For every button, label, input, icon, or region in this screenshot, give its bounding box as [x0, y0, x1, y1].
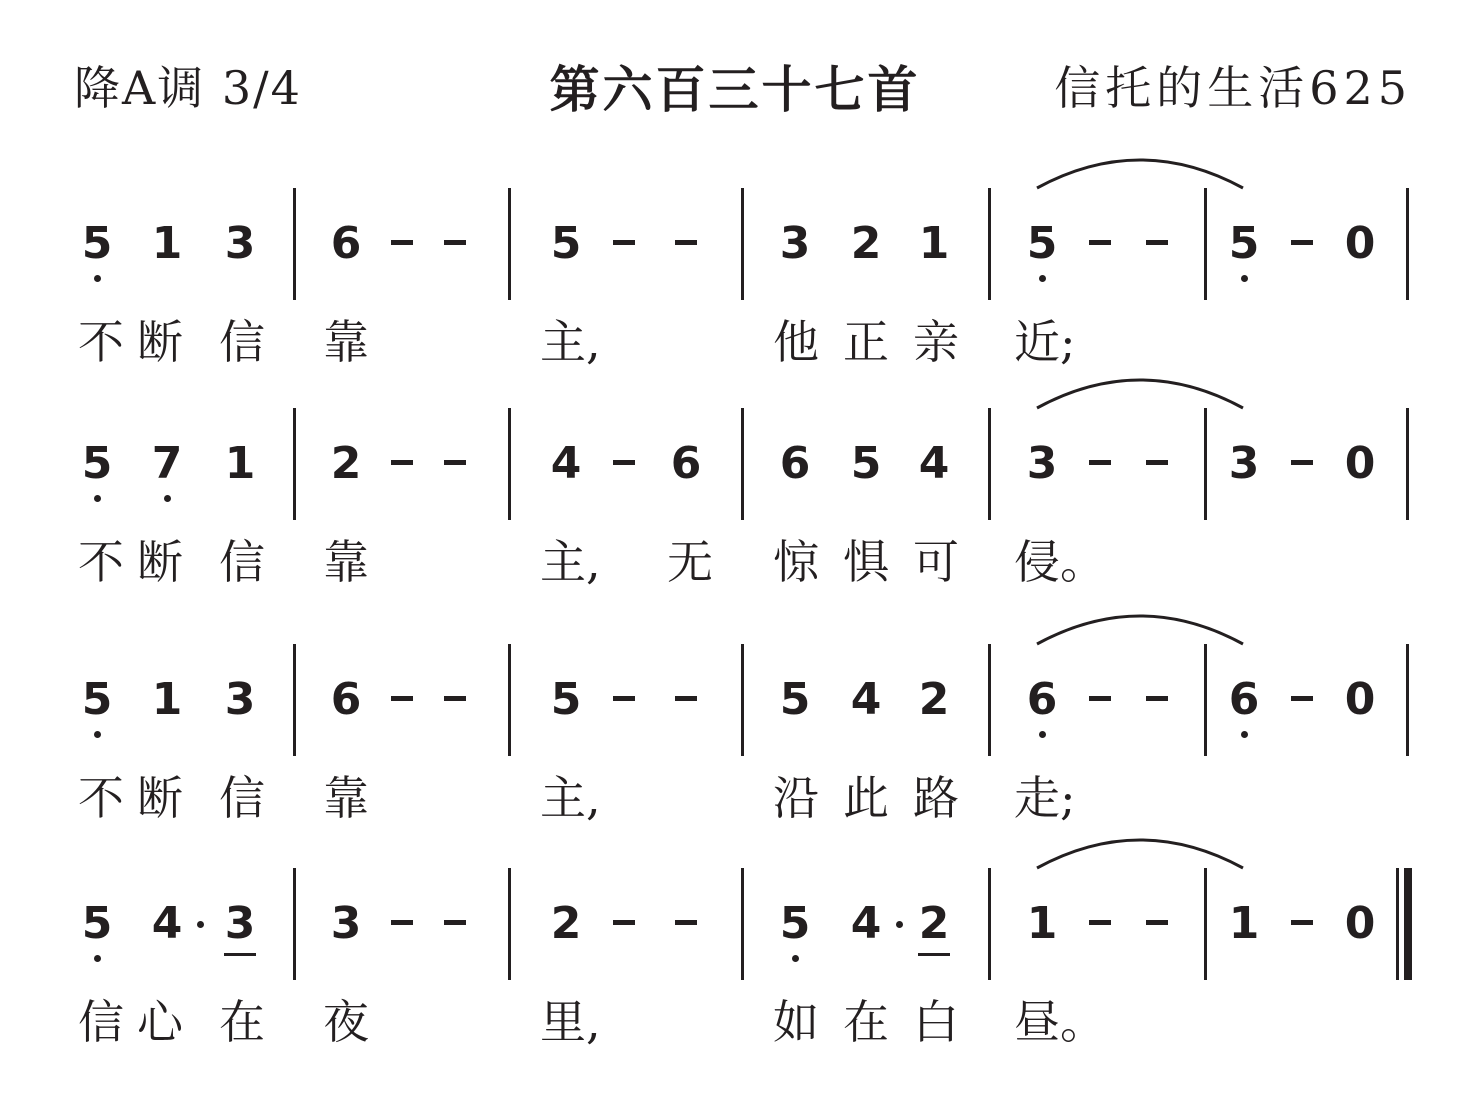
note: 3 [220, 898, 260, 950]
note: 5 [1224, 218, 1264, 270]
staff-line-2 [0, 408, 1470, 638]
note: 6 [330, 674, 362, 725]
note: 0 [1344, 218, 1376, 269]
sustain-dash [613, 240, 635, 245]
lyric-char: 近; [1014, 315, 1076, 369]
note: 7 [147, 438, 187, 490]
lyric-char: 断 [137, 315, 183, 369]
note: 2 [918, 674, 950, 725]
barline [1406, 188, 1409, 300]
lyric-char: 心 [137, 995, 183, 1049]
sustain-dash [391, 460, 413, 465]
lyric-char: 白 [913, 995, 959, 1049]
sustain-dash [675, 920, 697, 925]
note: 6 [1022, 674, 1062, 726]
lyric-char: 靠 [323, 535, 369, 589]
note: 4 [151, 898, 183, 949]
barline [293, 408, 296, 520]
note: 5 [550, 218, 582, 269]
sustain-dash [1291, 696, 1313, 701]
note: 3 [779, 218, 811, 269]
lyric-char: 不 [78, 315, 124, 369]
sustain-dash [444, 696, 466, 701]
tie-arc [1035, 152, 1245, 192]
sustain-dash [444, 240, 466, 245]
lower-octave-dot [792, 955, 799, 962]
sustain-dash [391, 696, 413, 701]
barline [508, 868, 511, 980]
sustain-dash [1089, 460, 1111, 465]
note: 6 [1224, 674, 1264, 726]
lower-octave-dot [1241, 731, 1248, 738]
note: 6 [670, 438, 702, 489]
note: 4 [550, 438, 582, 489]
barline [1204, 408, 1207, 520]
lyric-char: 正 [843, 315, 889, 369]
lower-octave-dot [164, 495, 171, 502]
note: 5 [77, 438, 117, 490]
lyric-char: 可 [913, 535, 959, 589]
barline [508, 188, 511, 300]
barline [293, 868, 296, 980]
lyric-char: 如 [773, 995, 819, 1049]
sustain-dash [613, 460, 635, 465]
barline [988, 644, 991, 756]
sustain-dash [1089, 920, 1111, 925]
lyric-char: 无 [667, 535, 713, 589]
sustain-dash [1146, 460, 1168, 465]
lower-octave-dot [94, 495, 101, 502]
lyric-char: 信 [219, 535, 265, 589]
barline [1406, 644, 1409, 756]
staff-line-4 [0, 868, 1470, 1098]
lyric-char: 他 [773, 315, 819, 369]
eighth-underline [224, 953, 256, 956]
note: 5 [77, 218, 117, 270]
lower-octave-dot [1241, 275, 1248, 282]
note: 6 [779, 438, 811, 489]
lyric-char: 信 [219, 771, 265, 825]
note: 5 [77, 674, 117, 726]
sustain-dash [1146, 920, 1168, 925]
note: 1 [1228, 898, 1260, 949]
lower-octave-dot [1039, 731, 1046, 738]
tie-arc [1035, 832, 1245, 872]
note: 1 [151, 218, 183, 269]
barline [1204, 188, 1207, 300]
barline [1204, 868, 1207, 980]
barline [741, 408, 744, 520]
staff-line-1 [0, 188, 1470, 418]
hymn-reference: 信托的生活625 [1054, 61, 1412, 115]
note: 2 [330, 438, 362, 489]
barline [741, 868, 744, 980]
sustain-dash [1146, 696, 1168, 701]
note: 6 [330, 218, 362, 269]
note: 1 [151, 674, 183, 725]
barline [988, 868, 991, 980]
sustain-dash [391, 240, 413, 245]
barline [508, 644, 511, 756]
key-time-signature: 降A调 3/4 [74, 61, 302, 115]
lyric-char: 惧 [843, 535, 889, 589]
tie-arc [1035, 608, 1245, 648]
note: 3 [224, 674, 256, 725]
lyric-char: 里, [540, 995, 601, 1049]
note: 4 [850, 674, 882, 725]
note: 0 [1344, 674, 1376, 725]
lyric-char: 靠 [323, 771, 369, 825]
sustain-dash [675, 240, 697, 245]
lyric-char: 不 [78, 535, 124, 589]
note: 5 [775, 898, 815, 950]
barline [988, 408, 991, 520]
lyric-char: 沿 [773, 771, 819, 825]
lyric-char: 路 [913, 771, 959, 825]
note: 2 [550, 898, 582, 949]
note: 4 [918, 438, 950, 489]
note: 3 [1026, 438, 1058, 489]
sustain-dash [1291, 240, 1313, 245]
sustain-dash [1089, 696, 1111, 701]
note: 5 [550, 674, 582, 725]
barline [508, 408, 511, 520]
sustain-dash [391, 920, 413, 925]
hymn-title: 第六百三十七首 [549, 61, 921, 119]
eighth-underline [918, 953, 950, 956]
lyric-char: 走; [1014, 771, 1076, 825]
note: 2 [914, 898, 954, 950]
lower-octave-dot [94, 955, 101, 962]
sustain-dash [444, 460, 466, 465]
lyric-char: 在 [219, 995, 265, 1049]
sustain-dash [613, 696, 635, 701]
sustain-dash [1291, 920, 1313, 925]
augmentation-dot [197, 921, 204, 928]
note: 5 [779, 674, 811, 725]
barline [1204, 644, 1207, 756]
barline [293, 644, 296, 756]
lyric-char: 亲 [913, 315, 959, 369]
note: 5 [77, 898, 117, 950]
note: 3 [330, 898, 362, 949]
note: 1 [918, 218, 950, 269]
barline [293, 188, 296, 300]
final-barline-thin [1396, 868, 1399, 980]
note: 2 [850, 218, 882, 269]
lyric-char: 断 [137, 535, 183, 589]
lyric-char: 断 [137, 771, 183, 825]
lyric-char: 在 [843, 995, 889, 1049]
lyric-char: 主, [540, 535, 601, 589]
sustain-dash [675, 696, 697, 701]
final-barline-thick [1404, 868, 1412, 980]
sustain-dash [444, 920, 466, 925]
lyric-char: 惊 [773, 535, 819, 589]
note: 3 [224, 218, 256, 269]
sustain-dash [1146, 240, 1168, 245]
note: 1 [1026, 898, 1058, 949]
lyric-char: 主, [540, 315, 601, 369]
lower-octave-dot [94, 731, 101, 738]
lyric-char: 信 [219, 315, 265, 369]
note: 0 [1344, 898, 1376, 949]
lyric-char: 夜 [323, 995, 369, 1049]
staff-line-3 [0, 644, 1470, 874]
tie-arc [1035, 372, 1245, 412]
sustain-dash [1291, 460, 1313, 465]
lyric-char: 不 [78, 771, 124, 825]
note: 5 [850, 438, 882, 489]
lyric-char: 此 [843, 771, 889, 825]
lower-octave-dot [1039, 275, 1046, 282]
lyric-char: 主, [540, 771, 601, 825]
note: 5 [1022, 218, 1062, 270]
note: 3 [1228, 438, 1260, 489]
augmentation-dot [896, 921, 903, 928]
sustain-dash [1089, 240, 1111, 245]
lower-octave-dot [94, 275, 101, 282]
barline [741, 188, 744, 300]
note: 4 [850, 898, 882, 949]
lyric-char: 昼。 [1014, 995, 1106, 1049]
barline [741, 644, 744, 756]
note: 0 [1344, 438, 1376, 489]
lyric-char: 侵。 [1014, 535, 1106, 589]
note: 1 [224, 438, 256, 489]
barline [1406, 408, 1409, 520]
lyric-char: 信 [78, 995, 124, 1049]
lyric-char: 靠 [323, 315, 369, 369]
sustain-dash [613, 920, 635, 925]
barline [988, 188, 991, 300]
